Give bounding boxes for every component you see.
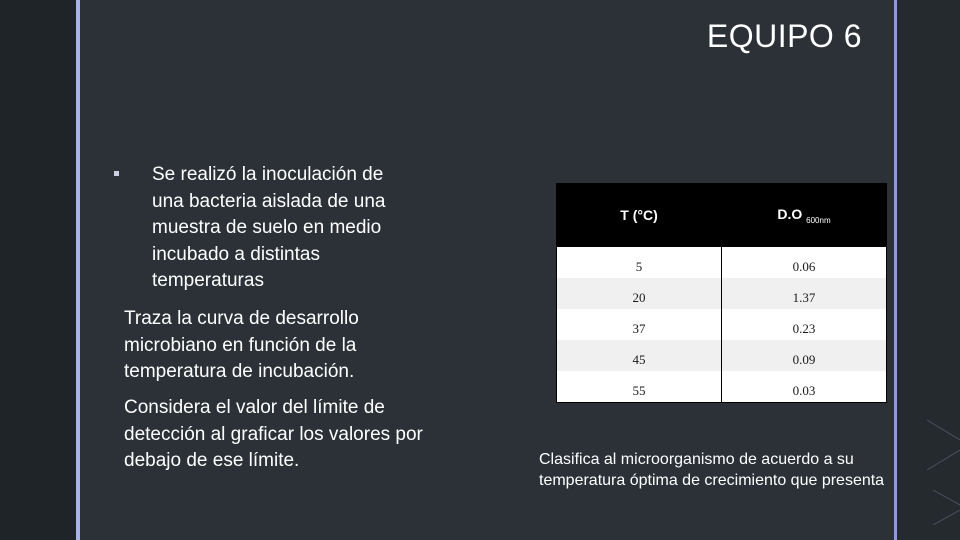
cell-temperature: [557, 309, 722, 340]
cell-od: [722, 278, 887, 309]
instruction-paragraph-2: Considera el valor del límite de detección al graficar los valores por debajo de ese límite.: [124, 397, 423, 471]
temp-value: 20: [632, 290, 646, 305]
od-value: 0.06: [792, 259, 816, 274]
table-row: [557, 278, 887, 309]
bullet-text: Se realizó la inoculación de una bacteria aislada de una muestra de suelo en medio incubado a distintas temperaturas: [152, 164, 386, 291]
cell-temperature: [557, 278, 722, 309]
od-value: 1.37: [792, 290, 816, 305]
od-value: 0.23: [792, 321, 816, 336]
cell-od: [722, 340, 887, 371]
temp-value: 55: [632, 383, 646, 398]
square-bullet-icon: [114, 171, 119, 176]
table-header-row: [557, 184, 887, 247]
temp-value: 45: [632, 352, 646, 367]
slide-title: EQUIPO 6: [706, 18, 862, 54]
table-row: [557, 309, 887, 340]
decorative-lines: [897, 0, 960, 540]
cell-od: [722, 371, 887, 403]
classification-instruction: Clasifica al microorganismo de acuerdo a su temperatura óptima de crecimiento que presenta: [539, 451, 885, 489]
table-row: [557, 371, 887, 403]
instruction-paragraph-1: Traza la curva de desarrollo microbiano en función de la temperatura de incubación.: [124, 308, 359, 382]
temperature-od-table: [556, 183, 887, 403]
table-row: [557, 247, 887, 279]
header-optical-density: [722, 184, 887, 247]
table-row: [557, 340, 887, 371]
header-od-label: D.O: [777, 205, 803, 222]
header-temperature: T (°C): [557, 184, 722, 247]
cell-temperature: [557, 340, 722, 371]
cell-od: [722, 247, 887, 279]
temp-value: 5: [635, 259, 643, 274]
cell-od: [722, 309, 887, 340]
header-od-subscript: 600nm: [806, 215, 831, 225]
cell-temperature: [557, 247, 722, 279]
od-value: 0.09: [792, 352, 816, 367]
left-accent-rule: [76, 0, 80, 540]
temp-value: 37: [632, 321, 646, 336]
cell-temperature: [557, 371, 722, 403]
od-value: 0.03: [792, 383, 816, 398]
left-side-panel: [0, 0, 76, 540]
bullet-item: [114, 162, 414, 295]
